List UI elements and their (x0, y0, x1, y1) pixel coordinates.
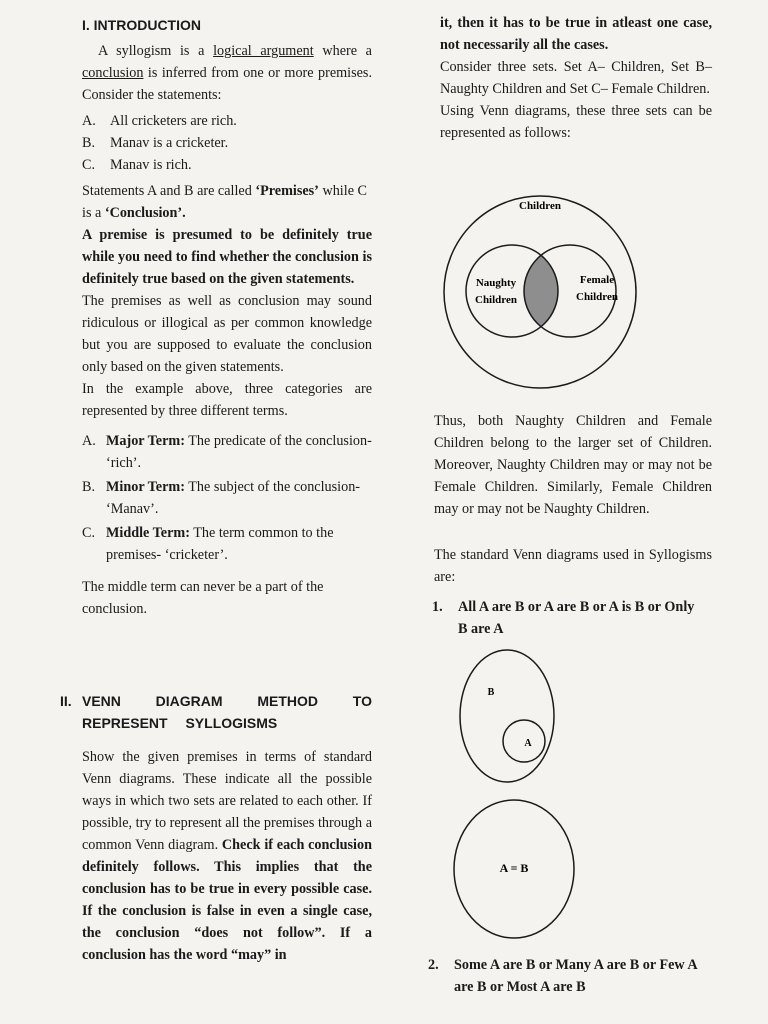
naughty-children-label: Children (475, 294, 517, 306)
term-item: B. Minor Term: The subject of the conclusion- ‘Manav’. (82, 479, 361, 517)
children-venn-diagram (440, 188, 640, 396)
set-b-label: B (487, 687, 495, 698)
venn-method-paragraph: Show the given premises in terms of standard Venn diagrams. These indicate all the possible ways in which two sets are related to each other. If possible, try to represent all the premises through a common Venn diagram. Check if each conclusion definitely follows. This implies that the conclusion has to be true in every possible case. If the conclusion is false in even a single case, the conclusion “does not follow”. If a conclusion has the word “may” in (82, 749, 372, 963)
term-item: C. Middle Term: The term common to the premises- ‘cricketer’. (82, 525, 334, 563)
intro-text: is inferred from one or more premises. Consider the statements: (82, 65, 372, 103)
statement-item: A. All cricketers are rich. (82, 113, 237, 129)
intro-text: where a (313, 43, 372, 59)
a-equals-b-diagram (450, 796, 578, 944)
intro-paragraph (82, 40, 372, 106)
case-1: 1. All A are B or A are B or A is B or Only B are A (432, 599, 695, 637)
underlined-term: conclusion (82, 65, 144, 81)
case-2: 2. Some A are B or Many A are B or Few A are B or Most A are B (428, 957, 697, 995)
premise-definition: A premise is presumed to be definitely true while you need to find whether the conclusion is definitely true based on the given statements. (82, 227, 372, 287)
venn-section (60, 690, 372, 966)
terms-list (82, 430, 372, 566)
categories-paragraph: In the example above, three categories are represented by three different terms. (82, 381, 372, 419)
middle-term-note: The middle term can never be a part of the conclusion. (82, 579, 324, 617)
all-a-are-b-diagram (456, 648, 560, 786)
right-top-text (440, 12, 712, 144)
intro-heading: I. INTRODUCTION (82, 17, 201, 33)
intro-section (82, 14, 372, 620)
female-children-label: Children (576, 291, 618, 303)
premises-note: The premises as well as conclusion may sound ridiculous or illogical as per common knowledge but you are supposed to evaluate the conclusion only based on the given statements. (82, 293, 372, 375)
continued-bold-text: it, then it has to be true in atleast one case, not necessarily all the cases. (440, 15, 712, 53)
statement-item: C. Manav is rich. (82, 157, 192, 173)
thus-paragraph: Thus, both Naughty Children and Female Children belong to the larger set of Children. Moreover, Naughty Children may or may not be Female Children. Similarly, Female Children may or may not be Naughty Children. (434, 413, 712, 517)
sets-paragraph: Consider three sets. Set A– Children, Set B– Naughty Children and Set C– Female Children. (440, 59, 712, 97)
venn-intro-paragraph: Using Venn diagrams, these three sets can be represented as follows: (440, 103, 712, 141)
statement-item: B. Manav is a cricketer. (82, 135, 229, 151)
statement-list (82, 110, 372, 176)
standard-paragraph: The standard Venn diagrams used in Syllogisms are: (434, 547, 712, 585)
venn-heading: II. VENN DIAGRAM METHOD TO REPRESENT SYLLOGISMS (60, 693, 372, 731)
intro-text: A syllogism is a (98, 43, 214, 59)
premises-paragraph: Statements A and B are called ‘Premises’ while C is a ‘Conclusion’. (82, 183, 367, 221)
term-item: A. Major Term: The predicate of the conclusion- ‘rich’. (82, 433, 372, 471)
underlined-term: logical argument (213, 43, 314, 59)
set-a-label: A (524, 738, 532, 749)
children-label: Children (519, 200, 561, 212)
a-equals-b-label: A = B (499, 861, 529, 875)
set-b-circle (460, 650, 554, 782)
female-label: Female (579, 274, 615, 286)
naughty-label: Naughty (475, 277, 517, 289)
